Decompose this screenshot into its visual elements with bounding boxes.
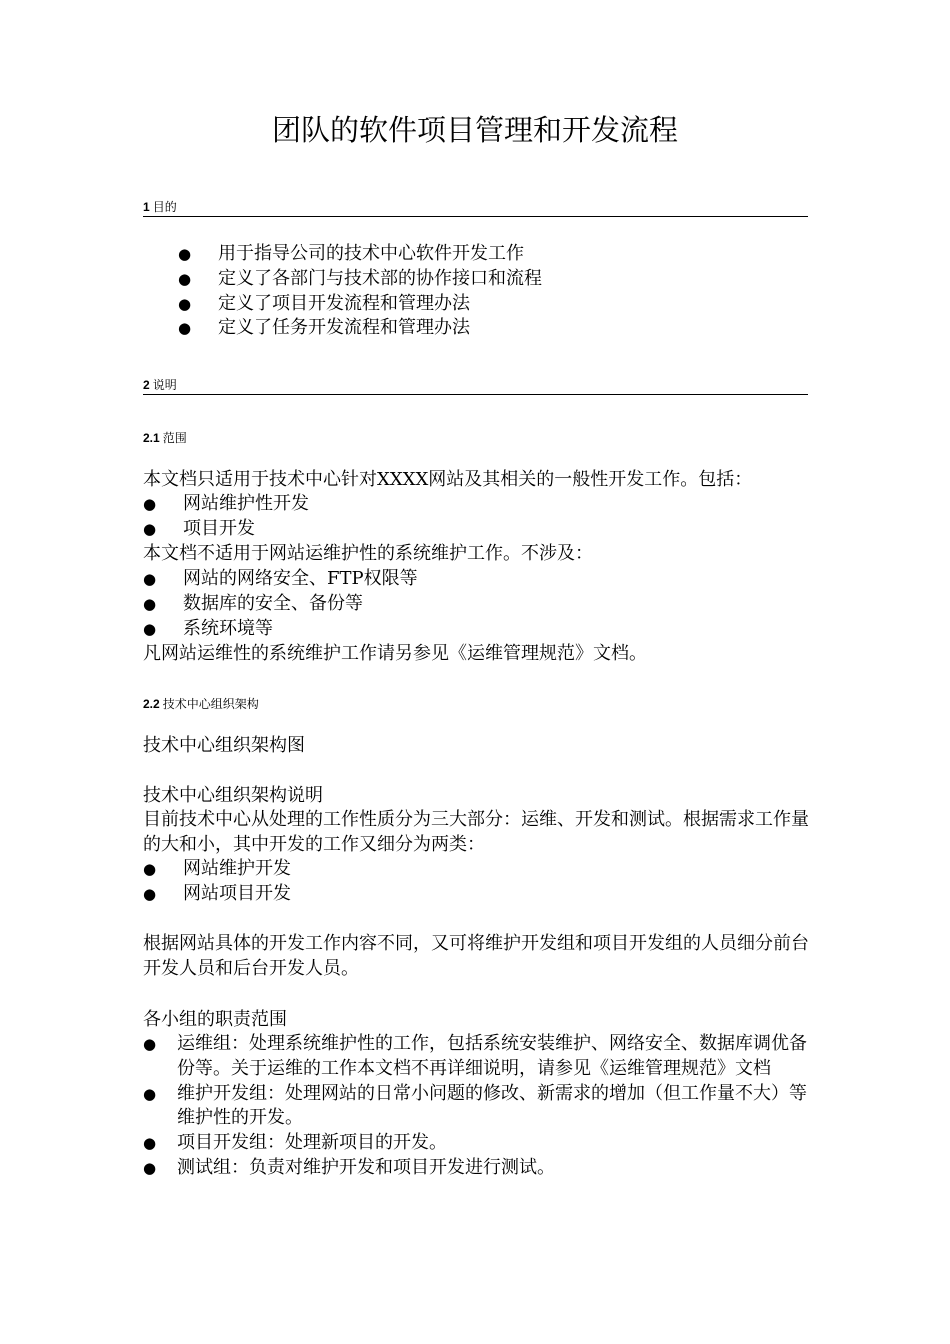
bullet-icon: ● (143, 1084, 157, 1103)
bullet-icon: ● (178, 294, 192, 313)
section-number: 2.1 (143, 431, 160, 445)
section-heading-purpose (143, 200, 808, 217)
list-item: ● 网站项目开发 (143, 882, 291, 907)
list-item: ● 运维组：处理系统维护性的工作，包括系统安装维护、网络安全、数据库调优备份等。关于运维的工作本文档不再详细说明，请参见《运维管理规范》文档 (143, 1033, 807, 1079)
list-item: ● 网站维护性开发 (143, 492, 309, 517)
list-item: ● 项目开发 (143, 517, 309, 542)
org-chart-title: 技术中心组织架构图 (143, 735, 305, 756)
section-number: 2 (143, 378, 150, 392)
bullet-icon: ● (143, 570, 157, 588)
list-item: ● 数据库的安全、备份等 (143, 592, 418, 617)
bullet-icon: ● (143, 860, 157, 878)
list-item: ● 测试组：负责对维护开发和项目开发进行测试。 (143, 1156, 813, 1181)
list-item: ● 定义了任务开发流程和管理办法 (178, 316, 542, 341)
bullet-icon: ● (143, 594, 157, 613)
bullet-icon: ● (143, 884, 157, 903)
org-desc-title: 技术中心组织架构说明 (143, 785, 323, 806)
subsection-heading-scope (143, 431, 187, 446)
document-title: 团队的软件项目管理和开发流程 (271, 113, 678, 147)
subsection-heading-org (143, 697, 259, 712)
bullet-icon: ● (178, 319, 192, 338)
bullet-icon: ● (143, 519, 157, 538)
section-number: 2.2 (143, 697, 160, 711)
org-desc-paragraph: 目前技术中心从处理的工作性质分为三大部分：运维、开发和测试。根据需求工作量的大和小，其中开发的工作又细分为两类： (143, 809, 809, 855)
purpose-list (178, 242, 542, 341)
section-label: 技术中心组织架构 (162, 697, 259, 711)
bullet-icon: ● (143, 619, 157, 638)
scope-exclude-list (143, 567, 418, 641)
bullet-icon: ● (143, 1158, 157, 1177)
bullet-icon: ● (178, 269, 192, 288)
section-label: 范围 (162, 431, 187, 445)
section-label: 说明 (152, 378, 177, 392)
dev-type-list (143, 857, 291, 907)
section-number: 1 (143, 200, 150, 214)
list-item: ● 用于指导公司的技术中心软件开发工作 (178, 242, 542, 267)
list-item: ● 网站的网络安全、FTP权限等 (143, 567, 418, 592)
list-item: ● 定义了项目开发流程和管理办法 (178, 292, 542, 317)
bullet-icon: ● (178, 245, 192, 263)
bullet-icon: ● (143, 1134, 157, 1153)
scope-exclude-intro: 本文档不适用于网站运维护性的系统维护工作。不涉及： (143, 543, 593, 564)
org-split-paragraph: 根据网站具体的开发工作内容不同，又可将维护开发组和项目开发组的人员细分前台开发人员和后台开发人员。 (143, 933, 809, 979)
list-item: ● 系统环境等 (143, 617, 418, 642)
list-item: ● 网站维护开发 (143, 857, 291, 882)
duties-title: 各小组的职责范围 (143, 1009, 287, 1030)
list-item: ● 定义了各部门与技术部的协作接口和流程 (178, 267, 542, 292)
section-label: 目的 (152, 200, 177, 214)
section-heading-description (143, 378, 808, 395)
bullet-icon: ● (143, 495, 157, 513)
duties-list (143, 1032, 813, 1181)
scope-note: 凡网站运维性的系统维护工作请另参见《运维管理规范》文档。 (143, 643, 647, 664)
scope-intro: 本文档只适用于技术中心针对XXXX网站及其相关的一般性开发工作。包括： (143, 469, 753, 490)
scope-include-list (143, 492, 309, 542)
list-item: ● 维护开发组：处理网站的日常小问题的修改、新需求的增加（但工作量不大）等维护性的开发。 (143, 1082, 807, 1129)
bullet-icon: ● (143, 1035, 157, 1053)
list-item: ● 项目开发组：处理新项目的开发。 (143, 1131, 813, 1156)
